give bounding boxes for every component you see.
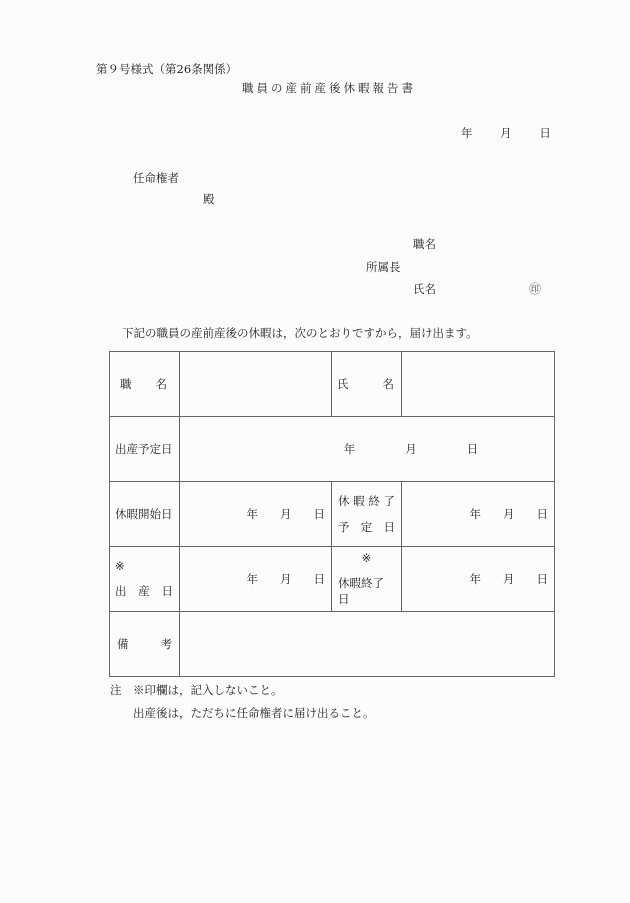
label-char: 終	[368, 494, 380, 508]
table-row-expected-birth-date	[110, 417, 555, 482]
note-line-1: ※印欄は，記入しないこと。	[133, 683, 283, 697]
month-label: 月	[280, 572, 292, 586]
label-char: 名	[155, 377, 167, 391]
label-char: 考	[160, 637, 172, 651]
submission-date	[461, 128, 551, 140]
form-number: 第９号様式（第26条関係）	[96, 62, 238, 76]
label-text: 休暇終了日	[338, 576, 384, 606]
table-row-job-name	[110, 352, 555, 417]
year-label: 年	[469, 572, 481, 586]
document-title: 職員の産前産後休暇報告書	[242, 81, 416, 95]
intro-text: 下記の職員の産前産後の休暇は，次のとおりですから，届け出ます。	[122, 326, 478, 340]
addressee-honorific: 殿	[203, 192, 215, 206]
remarks-field[interactable]	[180, 612, 555, 677]
label-char: 暇	[353, 494, 365, 508]
notes-prefix: 注	[110, 683, 122, 697]
leave-report-table	[109, 351, 555, 677]
sender-department-head-label: 所属長	[366, 260, 401, 274]
day-label: 日	[536, 572, 548, 586]
year-label: 年	[461, 126, 473, 140]
sender-name-label: 氏名	[413, 282, 436, 296]
label-char: 産	[138, 584, 150, 598]
label-char: 日	[161, 584, 173, 598]
label-char: 氏	[337, 377, 349, 391]
note-line-2: 出産後は，ただちに任命権者に届け出ること。	[133, 706, 375, 720]
table-row-birth-date	[110, 547, 555, 612]
year-label: 年	[246, 572, 258, 586]
day-label: 日	[313, 572, 325, 586]
job-title-field[interactable]	[180, 352, 332, 417]
label-text: 出産予定日	[115, 442, 173, 456]
day-label: 日	[313, 507, 325, 521]
month-label: 月	[280, 507, 292, 521]
table-row-leave-start	[110, 482, 555, 547]
label-char: 出	[115, 584, 127, 598]
month-label: 月	[405, 442, 417, 456]
month-label: 月	[500, 126, 512, 140]
leave-end-label	[332, 547, 402, 612]
planned-leave-end-label	[332, 482, 402, 547]
planned-leave-end-date-field[interactable]	[402, 482, 555, 547]
sender-job-title-label: 職名	[413, 237, 436, 251]
day-label: 日	[536, 507, 548, 521]
leave-start-date-field[interactable]	[180, 482, 332, 547]
seal-icon: ㊞	[529, 282, 542, 296]
job-title-label-cell	[110, 352, 180, 417]
expected-birth-date-label	[110, 417, 180, 482]
addressee-label: 任命権者	[133, 171, 179, 185]
month-label: 月	[503, 572, 515, 586]
label-char: 名	[382, 377, 394, 391]
label-char: 予	[338, 520, 350, 534]
leave-start-label	[110, 482, 180, 547]
label-char: 休	[338, 494, 350, 508]
day-label: 日	[466, 442, 479, 456]
name-field[interactable]	[402, 352, 555, 417]
label-char: 職	[120, 377, 132, 391]
day-label: 日	[539, 126, 551, 140]
label-text: 休暇開始日	[115, 507, 173, 521]
label-char: 了	[383, 494, 395, 508]
birth-date-label	[110, 547, 180, 612]
expected-birth-date-field[interactable]	[180, 417, 555, 482]
birth-date-field[interactable]	[180, 547, 332, 612]
reference-mark: ※	[115, 559, 125, 573]
month-label: 月	[503, 507, 515, 521]
table-row-remarks	[110, 612, 555, 677]
leave-end-date-field[interactable]	[402, 547, 555, 612]
label-char: 定	[360, 520, 373, 534]
remarks-label	[110, 612, 180, 677]
label-char: 備	[117, 637, 129, 651]
year-label: 年	[469, 507, 481, 521]
year-label: 年	[343, 442, 356, 456]
reference-mark: ※	[361, 551, 372, 565]
year-label: 年	[246, 507, 258, 521]
name-label-cell	[332, 352, 402, 417]
label-char: 日	[383, 520, 395, 534]
